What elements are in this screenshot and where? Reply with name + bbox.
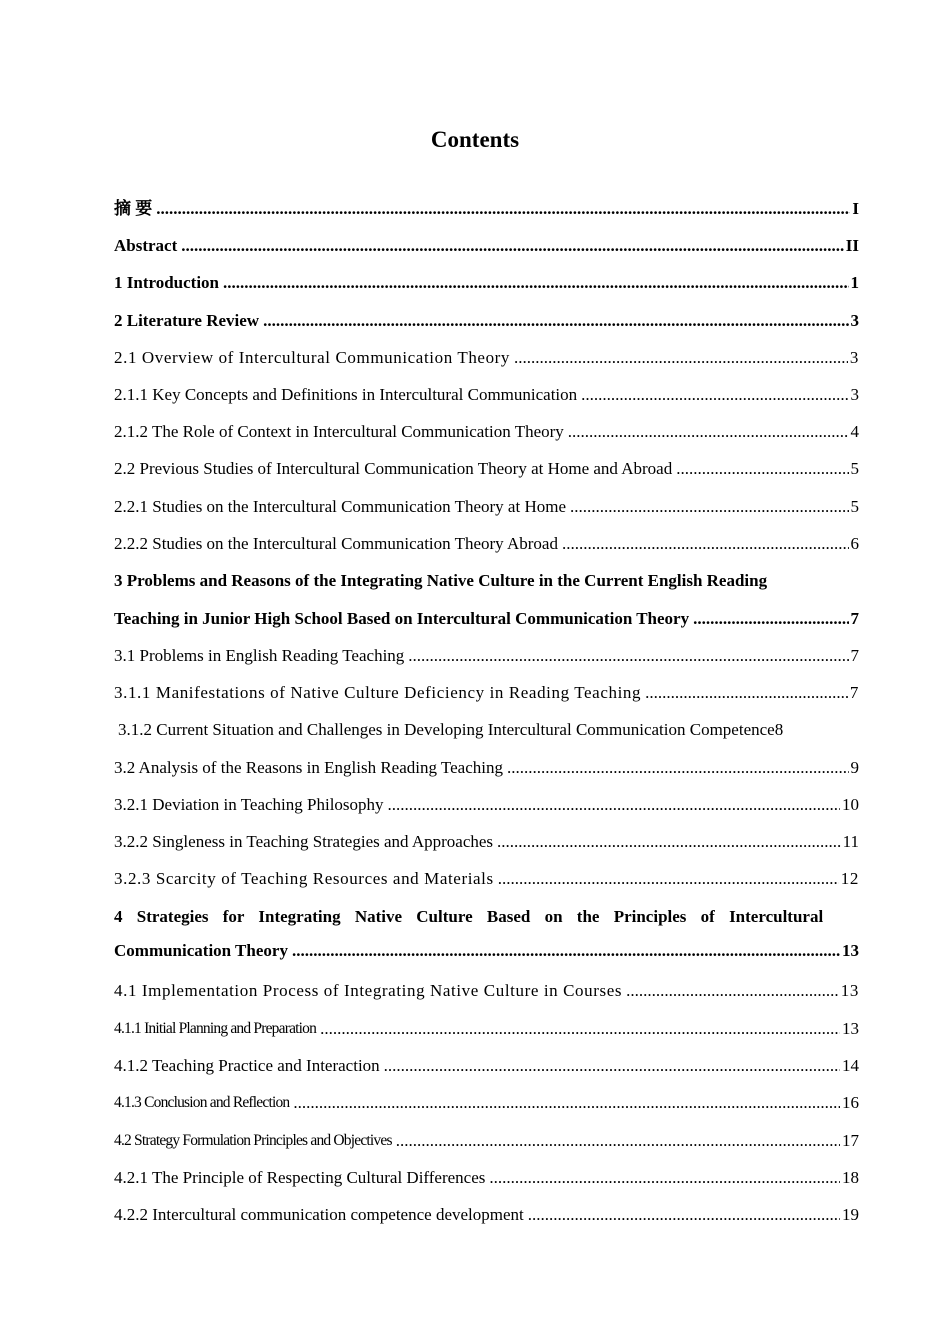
toc-entry-label: 2.1.2 The Role of Context in Intercultural Communication Theory <box>114 422 564 441</box>
toc-entry-page: 5 <box>850 497 859 516</box>
toc-entry[interactable] <box>114 1051 859 1077</box>
toc-entry[interactable] <box>114 1200 859 1226</box>
toc-leader-dots <box>498 868 839 890</box>
toc-entry-label: 3.2.3 Scarcity of Teaching Resources and Materials <box>114 869 494 888</box>
toc-entry-label: 4.2 Strategy Formulation Principles and Objectives <box>114 1132 392 1149</box>
toc-entry-page: 3 <box>850 311 859 330</box>
toc-entry-page: 3 <box>849 348 859 367</box>
toc-entry-label: 2.2.2 Studies on the Intercultural Communication Theory Abroad <box>114 534 558 553</box>
toc-entry-page: 14 <box>842 1056 859 1075</box>
toc-leader-dots <box>562 533 849 555</box>
toc-entry-label: 3 Problems and Reasons of the Integrating Native Culture in the Current English Reading <box>114 571 768 590</box>
toc-leader-dots <box>223 272 848 294</box>
toc-leader-dots <box>293 1092 840 1114</box>
toc-entry[interactable] <box>114 231 859 257</box>
contents-title: Contents <box>430 127 520 152</box>
toc-leader-dots <box>570 496 849 518</box>
toc-leader-dots <box>292 940 840 962</box>
toc-entry-label: 4 Strategies for Integrating Native Culture Based on the Principles of Intercultural <box>114 907 824 926</box>
toc-entry-label: 3.2 Analysis of the Reasons in English Reading Teaching <box>114 758 503 777</box>
toc-leader-dots <box>626 980 839 1002</box>
toc-entry[interactable] <box>114 1126 859 1152</box>
toc-leader-dots <box>384 1055 840 1077</box>
toc-leader-dots <box>676 458 848 480</box>
toc-leader-dots <box>568 421 849 443</box>
toc-entry-page: 17 <box>842 1131 859 1150</box>
toc-leader-dots <box>388 794 840 816</box>
toc-entry-page: 13 <box>842 1019 859 1038</box>
toc-entry[interactable] <box>114 641 859 667</box>
toc-entry-label: Teaching in Junior High School Based on Intercultural Communication Theory <box>114 609 690 628</box>
toc-entry[interactable] <box>114 306 859 332</box>
toc-leader-dots <box>514 347 848 369</box>
toc-entry-page: 9 <box>850 758 859 777</box>
toc-entry[interactable] <box>114 566 859 592</box>
toc-entry-label: 2 Literature Review <box>114 311 260 330</box>
toc-leader-dots <box>408 645 848 667</box>
toc-entry-page: 13 <box>840 981 859 1000</box>
toc-entry-page: 7 <box>850 646 859 665</box>
toc-leader-dots <box>581 384 848 406</box>
toc-entry[interactable] <box>114 936 859 962</box>
toc-entry-label: 1 Introduction <box>114 273 220 292</box>
toc-entry-label: 3.1.1 Manifestations of Native Culture Deficiency in Reading Teaching <box>114 683 642 702</box>
toc-entry-page: 19 <box>842 1205 859 1224</box>
toc-entry[interactable] <box>118 715 878 741</box>
toc-entry-page: 12 <box>840 869 859 888</box>
toc-entry-page: 3 <box>850 385 859 404</box>
toc-entry-label: 2.1.1 Key Concepts and Definitions in Intercultural Communication <box>114 385 578 404</box>
toc-entry[interactable] <box>114 678 859 704</box>
toc-leader-dots <box>645 682 848 704</box>
toc-entry[interactable] <box>114 380 859 406</box>
toc-entry-label: Abstract <box>114 236 178 255</box>
toc-entry[interactable] <box>114 343 859 369</box>
toc-entry-page: II <box>845 236 859 255</box>
toc-entry-page: 13 <box>842 941 859 960</box>
toc-entry[interactable] <box>114 194 859 220</box>
toc-entry-page: 6 <box>850 534 859 553</box>
toc-leader-dots <box>507 757 849 779</box>
toc-entry[interactable] <box>114 1163 859 1189</box>
toc-entry-label: 3.1 Problems in English Reading Teaching <box>114 646 405 665</box>
toc-entry-label: 4.1 Implementation Process of Integrating Native Culture in Courses <box>114 981 623 1000</box>
toc-leader-dots <box>181 235 844 257</box>
toc-entry-page: 1 <box>850 273 859 292</box>
toc-leader-dots <box>489 1167 840 1189</box>
toc-entry-page: 7 <box>850 609 859 628</box>
toc-entry-page: 5 <box>850 459 859 478</box>
toc-entry[interactable] <box>114 529 859 555</box>
toc-entry-label: 2.2 Previous Studies of Intercultural Communication Theory at Home and Abroad <box>114 459 673 478</box>
toc-entry-label: 4.1.2 Teaching Practice and Interaction <box>114 1056 380 1075</box>
toc-entry-label: 3.2.2 Singleness in Teaching Strategies and Approaches <box>114 832 494 851</box>
toc-entry[interactable] <box>114 827 859 853</box>
toc-leader-dots <box>528 1204 840 1226</box>
toc-entry-label: 摘 要 <box>114 199 153 218</box>
toc-leader-dots <box>156 198 850 220</box>
toc-leader-dots <box>263 310 848 332</box>
toc-entry[interactable] <box>114 976 859 1002</box>
toc-leader-dots <box>396 1130 840 1152</box>
toc-entry-label: 4.1.1 Initial Planning and Preparation <box>114 1020 317 1037</box>
toc-entry[interactable] <box>114 864 859 890</box>
toc-entry-label: Communication Theory <box>114 941 288 960</box>
toc-entry-page: 16 <box>842 1093 859 1112</box>
toc-entry-label: 4.2.2 Intercultural communication competence development <box>114 1205 524 1224</box>
toc-entry-page: 18 <box>842 1168 859 1187</box>
toc-entry[interactable] <box>114 268 859 294</box>
toc-entry-page: 7 <box>849 683 859 702</box>
toc-entry[interactable] <box>114 753 859 779</box>
toc-entry[interactable] <box>114 1088 859 1114</box>
toc-leader-dots <box>320 1018 840 1040</box>
toc-entry[interactable] <box>114 417 859 443</box>
toc-entry-page: 10 <box>842 795 859 814</box>
toc-entry-label: 2.1 Overview of Intercultural Communication Theory <box>114 348 511 367</box>
toc-entry[interactable] <box>114 454 859 480</box>
toc-entry[interactable] <box>114 902 859 928</box>
toc-leader-dots <box>497 831 841 853</box>
toc-entry[interactable] <box>114 604 859 630</box>
toc-entry-label: 4.2.1 The Principle of Respecting Cultural Differences <box>114 1168 486 1187</box>
toc-entry-label: 4.1.3 Conclusion and Reflection <box>114 1094 290 1111</box>
toc-entry-label: 3.2.1 Deviation in Teaching Philosophy <box>114 795 384 814</box>
toc-entry[interactable] <box>114 790 859 816</box>
toc-entry-label: 2.2.1 Studies on the Intercultural Communication Theory at Home <box>114 497 566 516</box>
toc-entry[interactable] <box>114 1014 859 1040</box>
toc-entry-label: 3.1.2 Current Situation and Challenges in Developing Intercultural Communication Competence8 <box>118 720 784 739</box>
toc-entry-page: 4 <box>850 422 859 441</box>
toc-entry-page: I <box>852 199 859 218</box>
toc-leader-dots <box>693 608 848 630</box>
toc-entry[interactable] <box>114 492 859 518</box>
toc-entry-page: 11 <box>842 832 859 851</box>
